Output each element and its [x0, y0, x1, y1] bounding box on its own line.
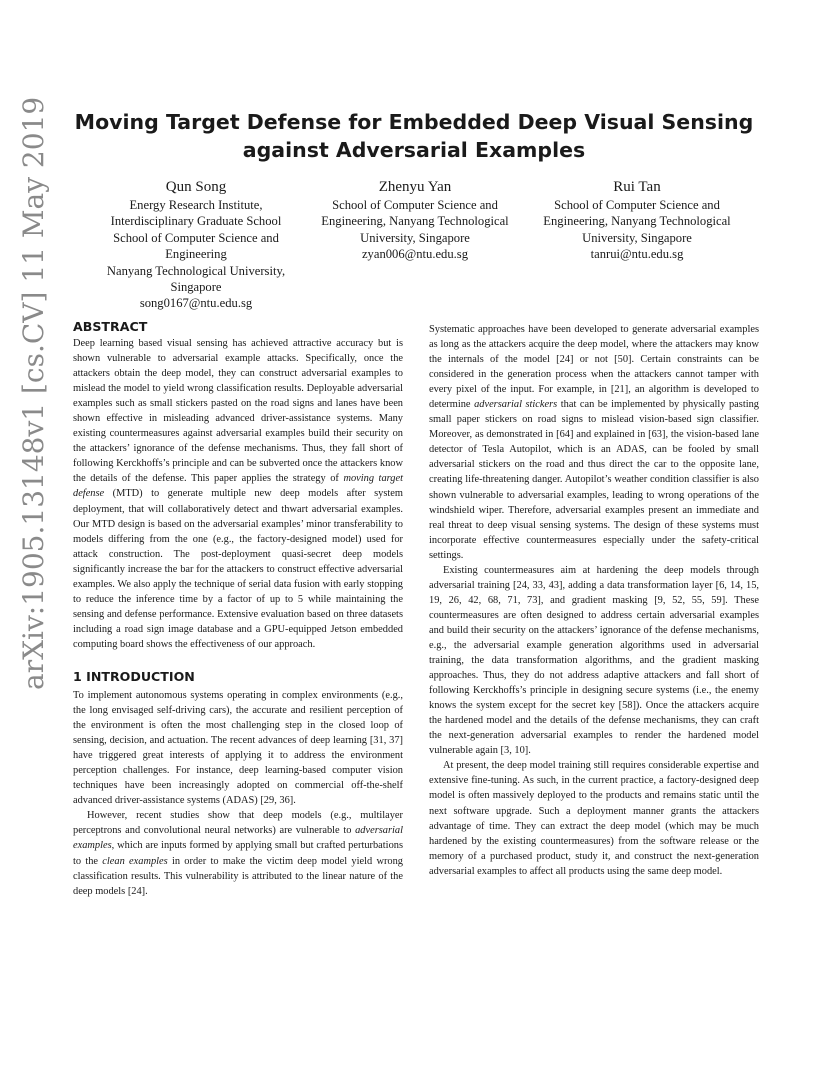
author-affiliation-line: Engineering, Nanyang Technological	[321, 214, 509, 229]
paper-title-line-1: Moving Target Defense for Embedded Deep Visual Sensing	[74, 110, 754, 134]
author-affiliation-line: University, Singapore	[360, 230, 470, 245]
paper-title	[60, 108, 768, 164]
author-block-song	[90, 178, 302, 312]
abstract-text: Deep learning based visual sensing has achieved attractive accuracy but is shown vulnerable to adversarial example attacks. Specifically, once the attackers obtain the deep model, they can construct adversarial examples to mislead the model to yield wrong classification results. Deployable adversarial examples such as small stickers pasted on the road signs and lanes have been shown effective in misleading advanced driver-assistance systems. Many existing countermeasures against adversarial examples build their security on the attackers’ ignorance of the defense mechanisms. Thus, they fall short of following Kerckhoffs’s principle and can be subverted once the attackers know the details of the defense. This paper applies the strategy of moving target defense (MTD) to generate multiple new deep models after system deployment, that will collaboratively detect and thwart adversarial examples. Our MTD design is based on the adversarial examples’ minor transferability to models differing from the one (e.g., the factory-designed model) used for attack construction. The post-deployment quasi-secret deep models significantly increase the bar for the attackers to construct effective adversarial examples. We also apply the technique of serial data fusion with early stopping to reduce the inference time by a factor of up to 5 while maintaining the sensing and defense performance. Extensive evaluation based on three datasets including a road sign image database and a GPU-equipped Jetson embedded computing board shows the effectiveness of our approach.	[73, 338, 403, 650]
intro-paragraph-4: Existing countermeasures aim at hardening the deep models through adversarial training [24, 33, 43], adding a data transformation layer [6, 14, 15, 19, 26, 42, 68, 71, 73], and gradient masking [9, 52, 55, 59]. These countermeasures are often designed to address certain adversarial examples and build their security on the attackers’ ignorance of the defense mechanisms, e.g., the adversarial example generation algorithms used in adversarial training, the data transformation algorithms, and the gradient masking approaches. Thus, they do not address adaptive attackers and fall short of following Kerckhoffs’s principle in designing secure systems (i.e., the enemy knows the system except for the secret key [58]). Once the attackers acquire the hardened model and the details of the defense mechanisms, they can craft the next-generation adversarial examples to render the hardened model vulnerable again [3, 10].	[429, 564, 759, 757]
author-block-yan	[306, 178, 524, 263]
abstract-heading: ABSTRACT	[73, 319, 148, 334]
author-name: Qun Song	[165, 179, 227, 195]
author-affiliation-line: University, Singapore	[582, 230, 692, 245]
author-affiliation-line: Energy Research Institute,	[129, 198, 263, 212]
intro-paragraph-3: Systematic approaches have been developed to generate adversarial examples as long as the attackers acquire the deep model, where the attackers may know the internals of the model [24] or not [50]. Certain constraints can be considered in the generation process when the attackers cannot tamper with every pixel of the input. For example, in [21], an algorithm is developed to determine adversarial stickers that can be implemented by physically pasting small paper stickers on road signs to mislead vision-based sign classifier. Moreover, as demonstrated in [64] and explained in [63], the vision-based lane detector of Tesla Autopilot, which is an ADAS, can be fooled by small adversarial stickers on the road and thus direct the car to the opposite lane, creating life-threatening danger. Autopilot’s weather condition classifier is also shown vulnerable to adversarial examples, leading to wrong operations of the windshield wiper. Therefore, adversarial examples present an immediate and real threat to deep visual sensing systems. The design of these systems must incorporate effective countermeasures especially under the safety-critical settings.	[429, 324, 760, 561]
author-affiliation-line: Singapore	[170, 280, 222, 295]
introduction-heading: 1 INTRODUCTION	[73, 668, 195, 684]
arxiv-identifier-stamp: arXiv:1905.13148v1 [cs.CV] 11 May 2019	[17, 96, 50, 690]
intro-paragraph-1: To implement autonomous systems operating in complex environments (e.g., the long envisaged self-driving cars), the accurate and resilient perception of the environment is often the most challenging step in the closed loop of sensing, decision, and actuation. The recent advances of deep learning [31, 37] have triggered great interests of applying it to address the environment perception challenges. For instance, deep learning-based computer vision techniques have been increasingly adopted on commercial off-the-shelf advanced driver-assistance systems (ADAS) [29, 36].	[73, 689, 403, 807]
intro-paragraph-2: However, recent studies show that deep models (e.g., multilayer perceptrons and convolutional neural networks) are vulnerable to adversarial examples, which are inputs formed by applying small but crafted perturbations to the clean examples in order to make the victim deep model yield wrong classification results. This vulnerability is attributed to the linear nature of the deep models [24].	[73, 810, 403, 897]
author-email: zyan006@ntu.edu.sg	[361, 247, 469, 262]
intro-paragraph-5: At present, the deep model training still requires considerable expertise and extensive fine-tuning. As such, in the current practice, a factory-designed deep model is often massively deployed to the products and remains static until the next software upgrade. Such a deployment manner grants the attackers advantage of time. They can extract the deep model (which may be much hardened by the existing countermeasures) from the software release or the memory of a purchased product, study it, and construct the next-generation adversarial examples to affect all products using the same deep model.	[429, 760, 759, 877]
author-email: tanrui@ntu.edu.sg	[590, 247, 684, 262]
author-affiliation-line: School of Computer Science and	[332, 198, 498, 212]
author-affiliation-line: Nanyang Technological University,	[106, 263, 286, 278]
author-affiliation-line: Engineering, Nanyang Technological	[543, 214, 731, 229]
author-affiliation-line: Interdisciplinary Graduate School	[110, 214, 282, 229]
right-column	[429, 322, 759, 879]
paper-title-line-2: against Adversarial Examples	[242, 138, 586, 162]
left-column	[73, 336, 403, 899]
author-affiliation-line: Engineering	[165, 247, 227, 262]
author-email: song0167@ntu.edu.sg	[139, 296, 253, 311]
author-affiliation-line: School of Computer Science and	[113, 230, 279, 245]
author-name: Zhenyu Yan	[378, 179, 452, 195]
author-name: Rui Tan	[613, 179, 661, 195]
author-block-tan	[528, 178, 746, 263]
author-affiliation-line: School of Computer Science and	[554, 198, 720, 212]
